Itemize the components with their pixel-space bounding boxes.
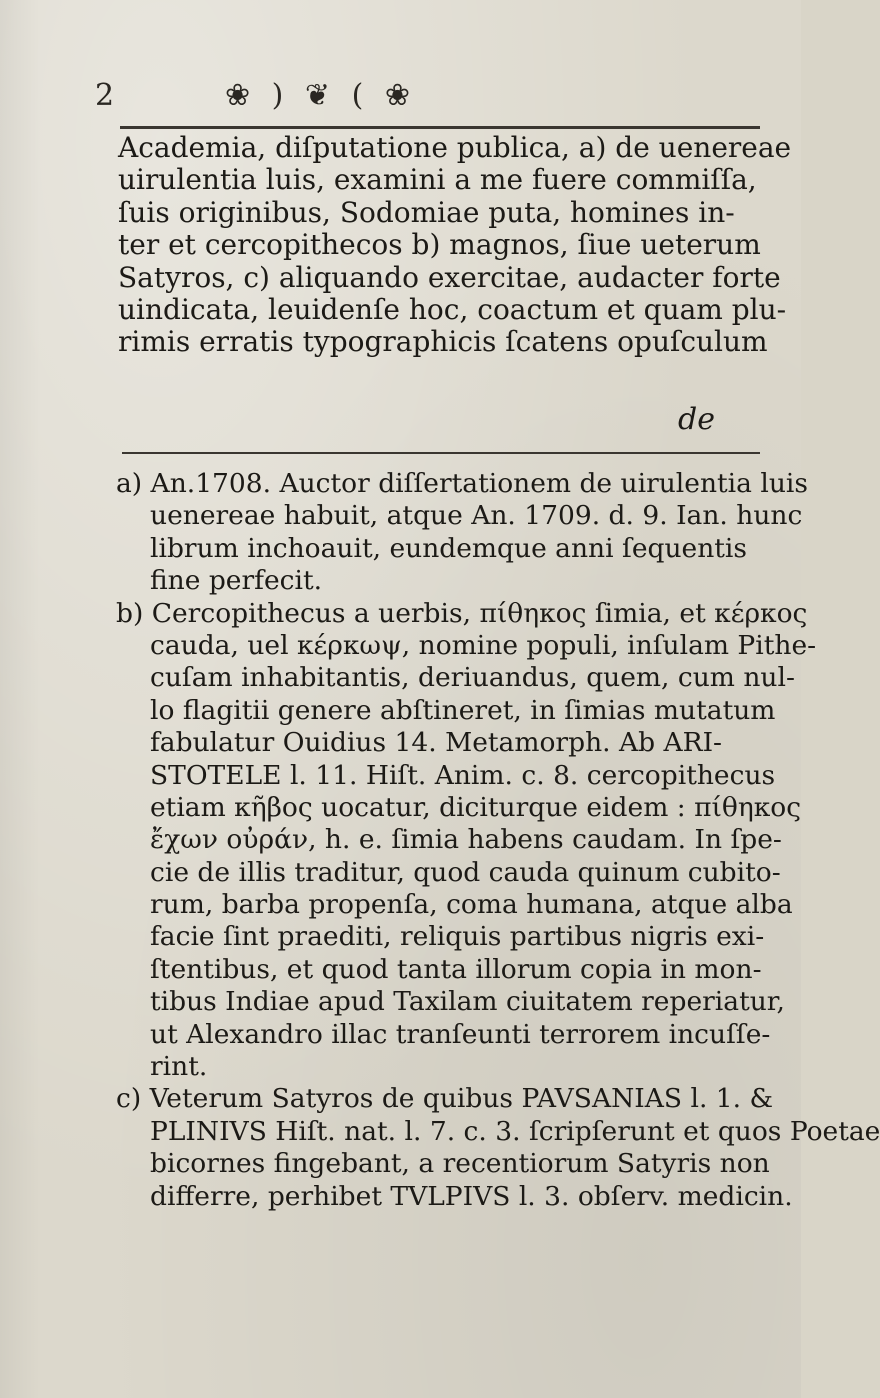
page-number: 2 — [95, 78, 117, 113]
footnote-line: cuſam inhabitantis, deriuandus, quem, cum nul- — [150, 662, 795, 694]
footnote-line: a) An.1708. Auctor diſſertationem de uirulentia luis — [116, 468, 808, 499]
footnote-line: fine perfecit. — [150, 565, 323, 597]
footnote-line: ſtentibus, et quod tanta illorum copia in mon- — [150, 953, 762, 985]
running-header — [95, 78, 735, 124]
main-text-line: ter et cercopithecos b) magnos, ſiue ueterum — [118, 228, 761, 262]
header-rule — [120, 126, 760, 129]
footnote-line: c) Veterum Satyros de quibus PAVSANIAS l. 1. & — [116, 1083, 774, 1115]
page-edge-shadow — [0, 0, 40, 1398]
footnote-line: librum inchoauit, eundemque anni ſequentis — [150, 532, 748, 564]
main-text-line: Academia, diſputatione publica, a) de uenereae — [118, 131, 792, 164]
main-text-line: uirulentia luis, examini a me fuere commiſſa, — [118, 163, 757, 197]
main-text-line: rimis erratis typographicis ſcatens opuſculum — [118, 325, 768, 359]
footnote-line: cie de illis traditur, quod cauda quinum cubito- — [150, 856, 781, 888]
footnote-line: lo flagitii genere abſtineret, in ſimias mutatum — [150, 694, 776, 726]
footnote-line: uenereae habuit, atque An. 1709. d. 9. Ian. hunc — [150, 500, 803, 532]
catchword: de — [678, 402, 715, 437]
footnote-line: tibus Indiae apud Taxilam ciuitatem reperiatur, — [150, 986, 785, 1018]
footnote-line: cauda, uel κέρκωψ, nomine populi, inſulam Pithe- — [150, 629, 817, 661]
footnote-line: PLINIVS Hiſt. nat. l. 7. c. 3. ſcripſerunt et quos Poetae — [150, 1115, 880, 1147]
footnote-line: bicornes fingebant, a recentiorum Satyris non — [150, 1148, 770, 1180]
footnote-line: facie ſint praediti, reliquis partibus nigris exi- — [150, 921, 765, 953]
footnote-line: rint. — [150, 1051, 208, 1083]
footnote-line: rum, barba propenſa, coma humana, atque alba — [150, 889, 793, 921]
main-text-block — [118, 131, 792, 359]
footnote-line: etiam κῆβος uocatur, diciturque eidem : πίθηκος — [150, 791, 802, 823]
footnote-rule — [122, 452, 760, 454]
footnote-line: ἔχων οὐράν, h. e. ſimia habens caudam. In ſpe- — [150, 824, 782, 856]
main-text-line: ſuis originibus, Sodomiae puta, homines in- — [118, 195, 735, 229]
main-text-line: Satyros, c) aliquando exercitae, audacter forte — [118, 260, 781, 294]
footnotes-block — [116, 468, 880, 1213]
main-text-line: uindicata, leuidenſe hoc, coactum et quam plu- — [118, 292, 787, 326]
footnote-line: STOTELE l. 11. Hiſt. Anim. c. 8. cercopithecus — [150, 759, 776, 791]
footnote-line: ut Alexandro illac tranſeunti terrorem incuſſe- — [150, 1018, 771, 1050]
footnote-line: fabulatur Ouidius 14. Metamorph. Ab ARI- — [150, 727, 723, 759]
footnote-line: b) Cercopithecus a uerbis, πίθηκος ſimia, et κέρκος — [116, 597, 808, 629]
footnote-line: differre, perhibet TVLPIVS l. 3. obſerv. medicin. — [150, 1180, 793, 1212]
header-ornament: ❀ ) ❦ ( ❀ — [225, 78, 416, 113]
